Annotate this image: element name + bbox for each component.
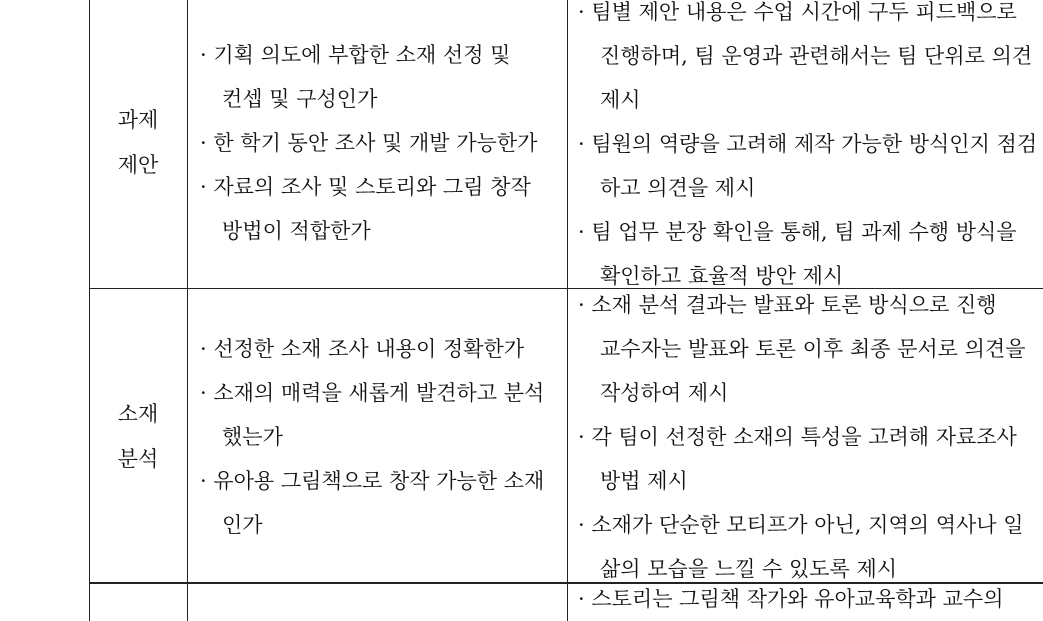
guidance-line: · 팀 업무 분장 확인을 통해, 팀 과제 수행 방식을: [578, 220, 1017, 244]
row-label-line: 분석: [117, 447, 159, 471]
criteria-line: 방법이 적합한가: [222, 219, 371, 243]
table-column-divider-2: [567, 0, 568, 621]
row-label: [89, 98, 187, 188]
guidance-line: 하고 의견을 제시: [600, 176, 756, 200]
row-label: [89, 392, 187, 482]
guidance-line: · 각 팀이 선정한 소재의 특성을 고려해 자료조사: [578, 425, 1017, 449]
table-column-divider-1: [187, 0, 188, 621]
guidance-cell: [578, 0, 1043, 298]
row-label-line: 소재: [117, 402, 159, 426]
criteria-line: · 유아용 그림책으로 창작 가능한 소재: [200, 469, 545, 493]
criteria-cell: [200, 327, 562, 547]
table-left-border: [89, 0, 90, 621]
guidance-line: 방법 제시: [600, 469, 688, 493]
guidance-cell: [578, 283, 1043, 591]
guidance-line: · 스토리는 그림책 작가와 유아교육학과 교수의: [578, 587, 1004, 611]
criteria-line: · 소재의 매력을 새롭게 발견하고 분석: [200, 381, 545, 405]
criteria-line: · 기획 의도에 부합한 소재 선정 및: [200, 43, 511, 67]
row-label-line: 제안: [117, 153, 159, 177]
guidance-line: · 소재 분석 결과는 발표와 토론 방식으로 진행: [578, 293, 997, 317]
guidance-line: 제시: [600, 88, 641, 112]
row-label-line: 과제: [117, 108, 159, 132]
criteria-line: 했는가: [222, 425, 283, 449]
guidance-cell: [578, 577, 1043, 621]
criteria-line: 인가: [222, 513, 263, 537]
guidance-line: 교수자는 발표와 토론 이후 최종 문서로 의견을: [600, 337, 1026, 361]
criteria-line: 컨셉 및 구성인가: [222, 87, 378, 111]
guidance-line: · 팀별 제안 내용은 수업 시간에 구두 피드백으로: [578, 0, 1017, 24]
criteria-line: · 선정한 소재 조사 내용이 정확한가: [200, 337, 525, 361]
criteria-cell: [200, 33, 562, 253]
criteria-line: · 자료의 조사 및 스토리와 그림 창작: [200, 175, 531, 199]
guidance-line: 진행하며, 팀 운영과 관련해서는 팀 단위로 의견: [600, 44, 1033, 68]
guidance-line: 작성하여 제시: [600, 381, 729, 405]
criteria-line: · 한 학기 동안 조사 및 개발 가능한가: [200, 131, 538, 155]
guidance-line: 삶의 모습을 느낄 수 있도록 제시: [600, 557, 898, 581]
guidance-line: 확인하고 효율적 방안 제시: [600, 264, 844, 288]
guidance-line: · 팀원의 역량을 고려해 제작 가능한 방식인지 점검: [578, 132, 1038, 156]
guidance-line: · 소재가 단순한 모티프가 아닌, 지역의 역사나 일: [578, 513, 1024, 537]
